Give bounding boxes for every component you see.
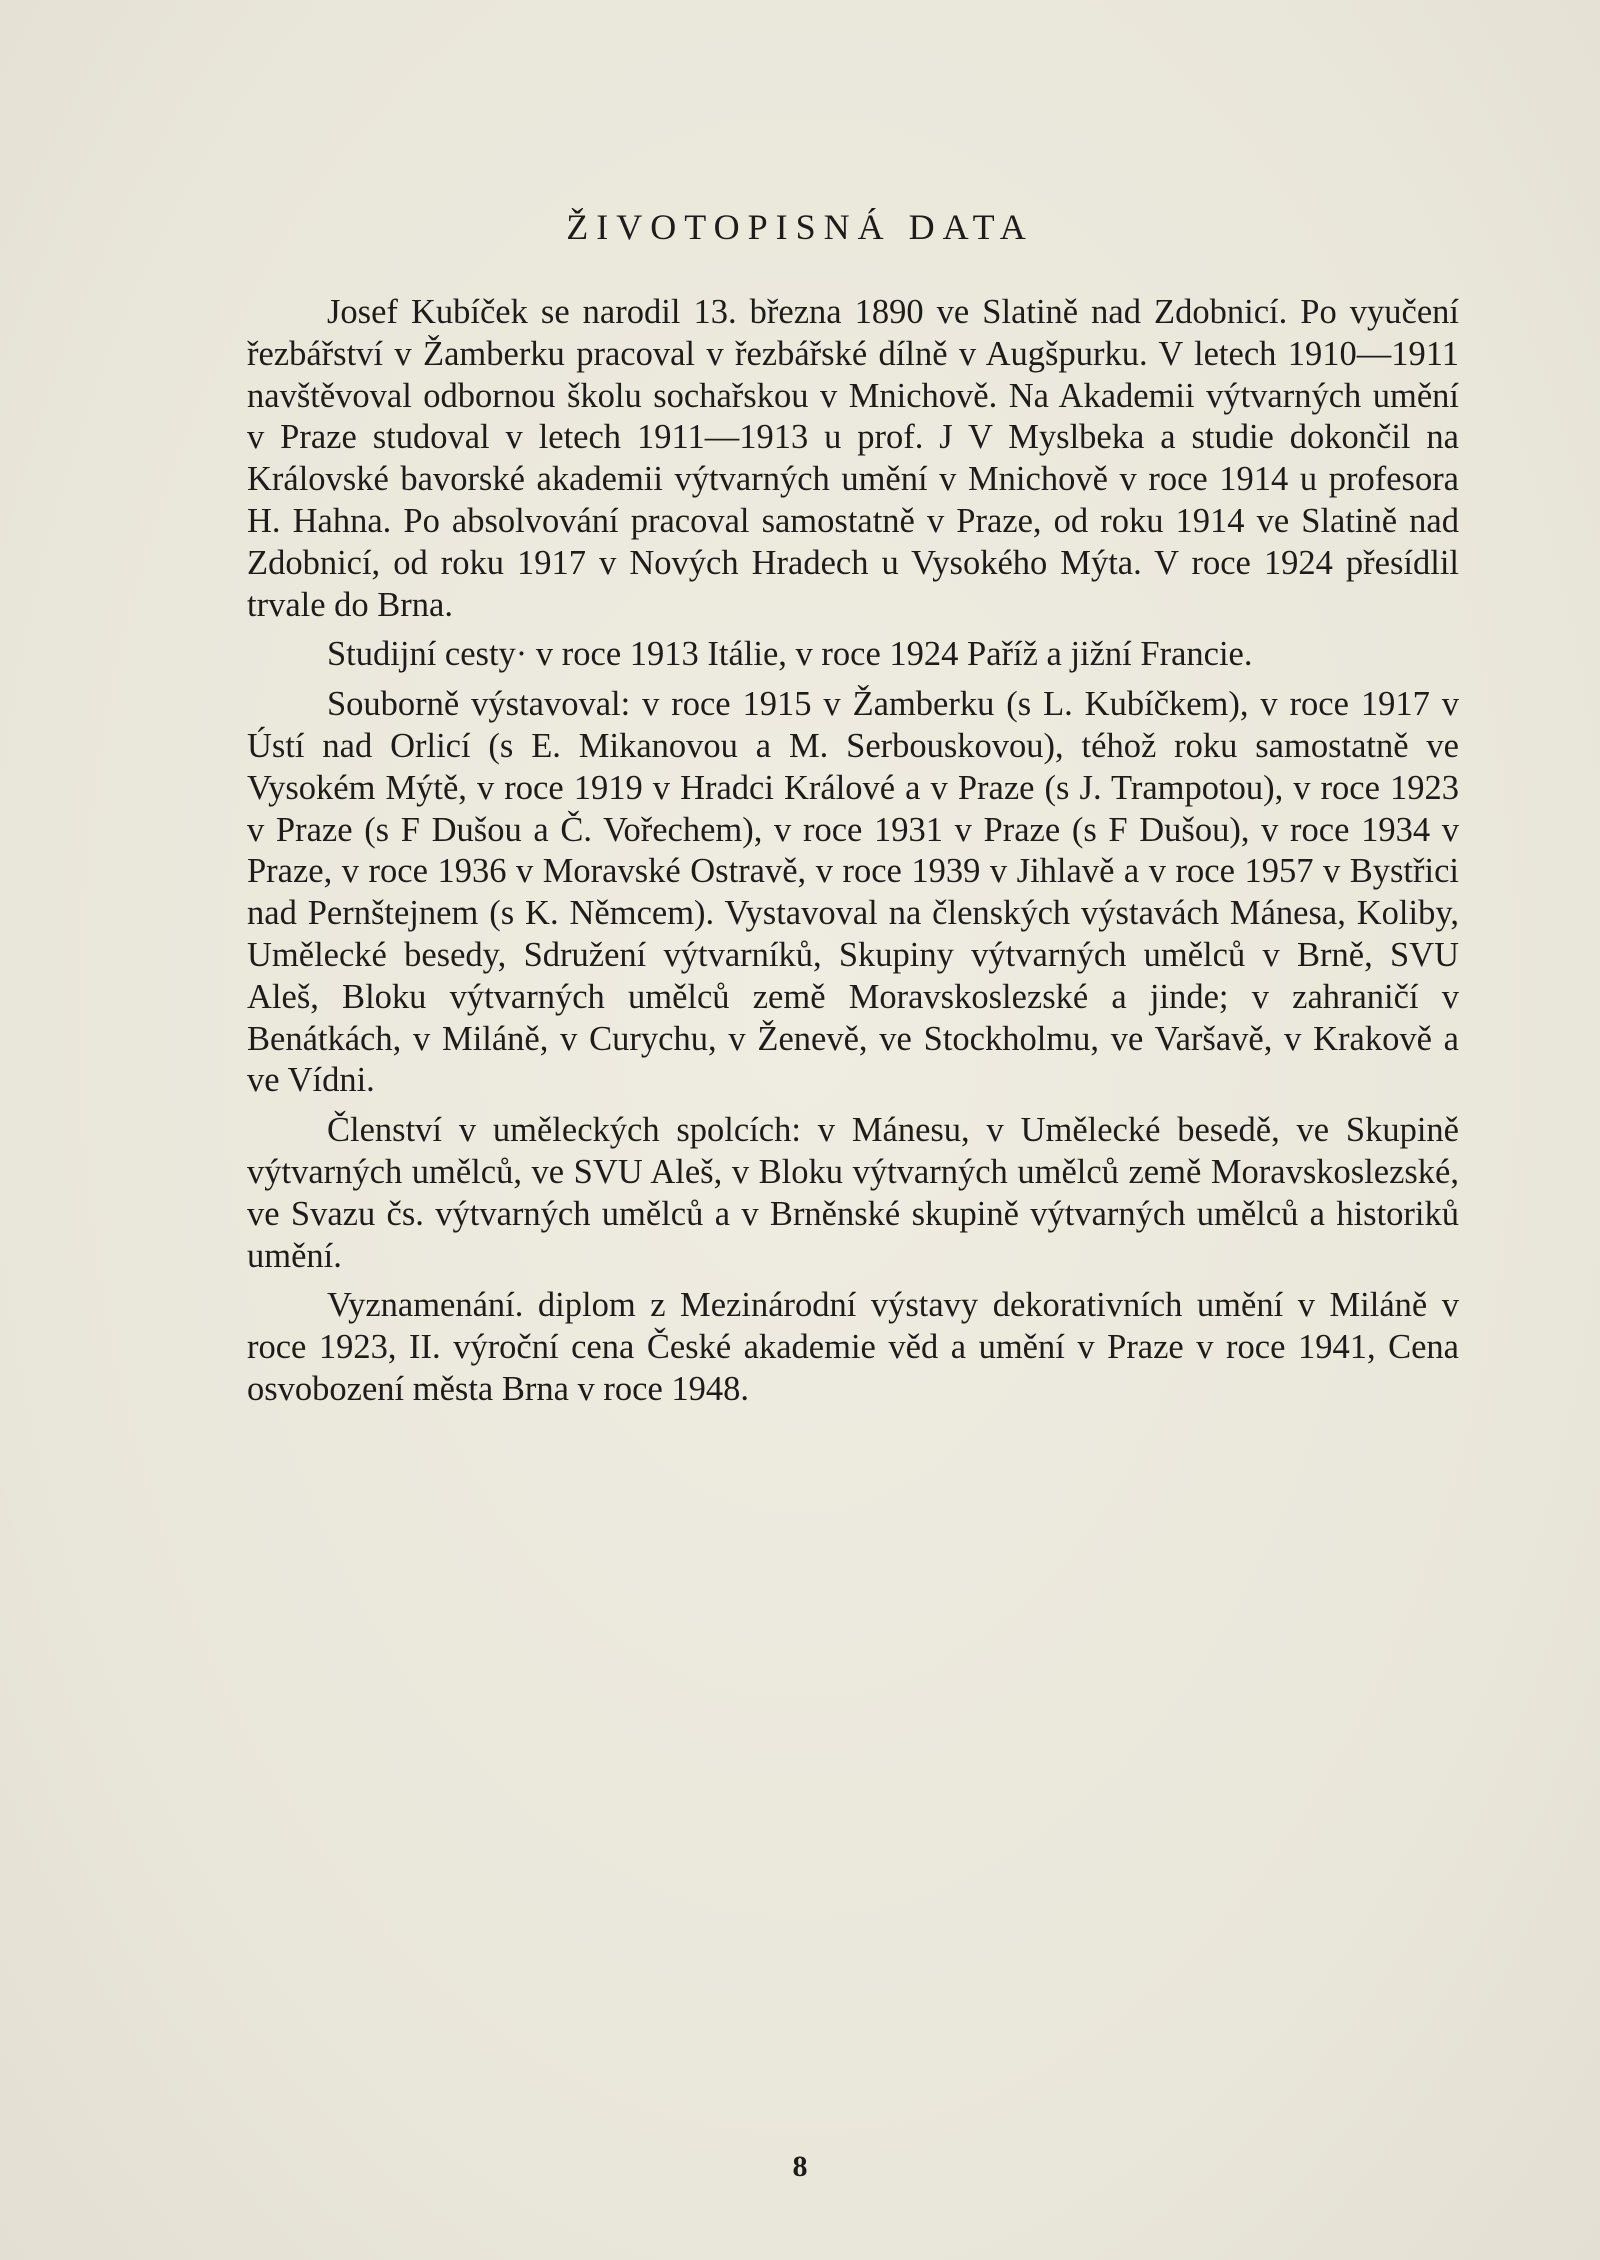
paragraph-awards: Vyznamenání. diplom z Mezinárodní výstavy dekorativních umění v Miláně v roce 1923, II. výroční cena České akademie věd a umění v Praze v roce 1941, Cena osvobození města Brna v roce 1948. [247,1286,1459,1408]
biography-text [247,292,1459,1419]
paragraph-biography: Josef Kubíček se narodil 13. března 1890 ve Slatině nad Zdobnicí. Po vyučení řezbářství v Žamberku pracoval v řezbářské dílně v Augšpurku. V letech 1910—1911 navštěvoval odbornou školu sochařskou v Mnichově. Na Akademii výtvarných umění v Praze studoval v letech 1911—1913 u prof. J V Myslbeka a studie dokončil na Královské bavorské akademii výtvarných umění v Mnichově v roce 1914 u profesora H. Hahna. Po absolvování pracoval samostatně v Praze, od roku 1914 ve Slatině nad Zdobnicí, od roku 1917 v Nových Hradech u Vysokého Mýta. V roce 1924 přesídlil trvale do Brna. [247,293,1459,624]
paragraph-study-trips: Studijní cesty· v roce 1913 Itálie, v roce 1924 Paříž a jižní Francie. [327,635,1253,674]
page-title: ŽIVOTOPISNÁ DATA [566,207,1034,247]
paragraph-exhibitions: Souborně výstavoval: v roce 1915 v Žamberku (s L. Kubíčkem), v roce 1917 v Ústí nad Orlicí (s E. Mikanovou a M. Serbouskovou), téhož roku samostatně ve Vysokém Mýtě, v roce 1919 v Hradci Králové a v Praze (s J. Trampotou), v roce 1923 v Praze (s F Dušou a Č. Vořechem), v roce 1931 v Praze (s F Dušou), v roce 1934 v Praze, v roce 1936 v Moravské Ostravě, v roce 1939 v Jihlavě a v roce 1957 v Bystřici nad Pernštejnem (s K. Němcem). Vystavoval na členských výstavách Mánesa, Koliby, Umělecké besedy, Sdružení výtvarníků, Skupiny výtvarných umělců v Brně, SVU Aleš, Bloku výtvarných umělců země Moravskoslezské a jinde; v zahraničí v Benátkách, v Miláně, v Curychu, v Ženevě, ve Stockholmu, ve Varšavě, v Krakově a ve Vídni. [247,685,1459,1100]
page-number: 8 [792,2150,808,2183]
paragraph-memberships: Členství v uměleckých spolcích: v Mánesu, v Umělecké besedě, ve Skupině výtvarných umělců, ve SVU Aleš, v Bloku výtvarných umělců země Moravskoslezské, ve Svazu čs. výtvarných umělců a v Brněnské skupině výtvarných umělců a historiků umění. [247,1111,1459,1275]
